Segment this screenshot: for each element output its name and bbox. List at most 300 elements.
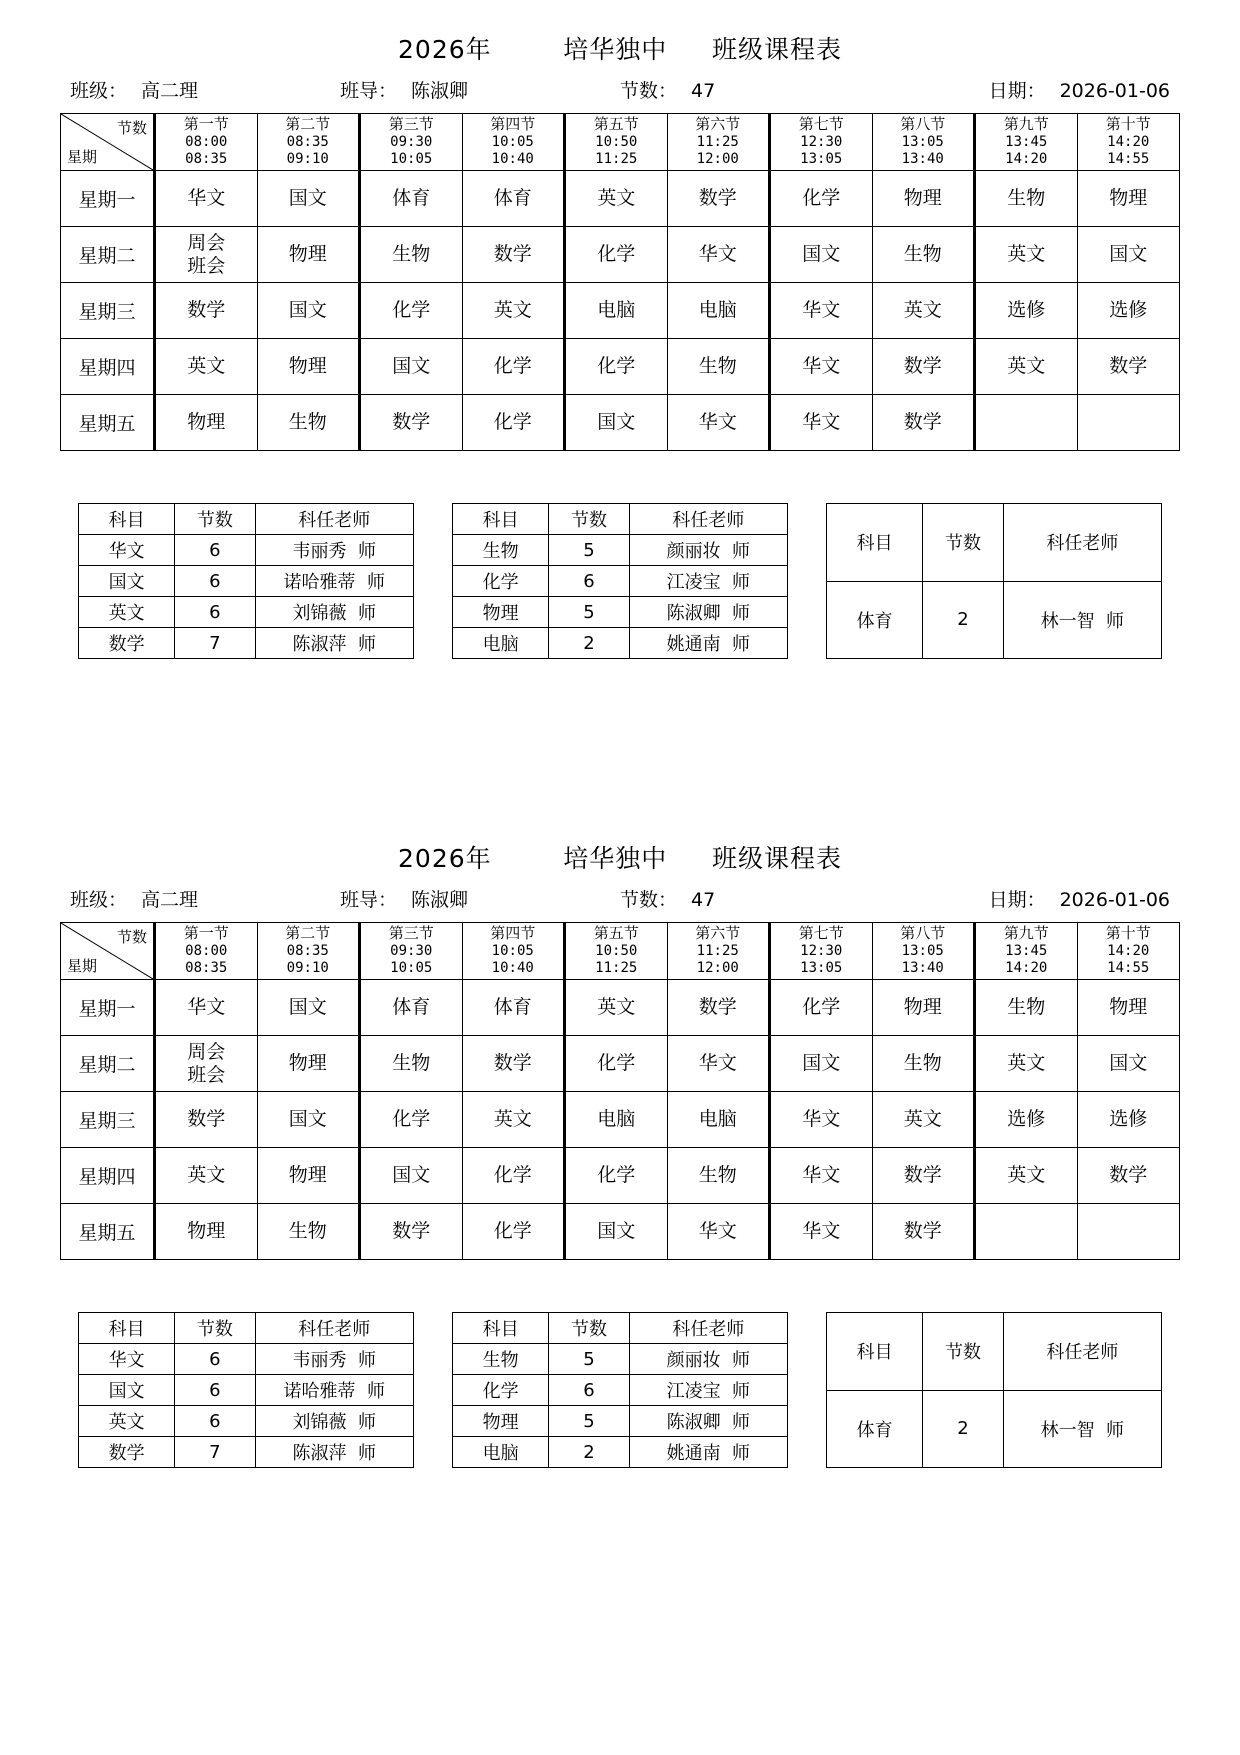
summary-teacher: 陈淑萍 师 xyxy=(255,628,413,659)
table-row xyxy=(79,566,414,597)
lesson-cell: 化学 xyxy=(565,227,668,283)
lesson-cell xyxy=(1077,395,1180,451)
period-start: 08:00 xyxy=(185,133,228,150)
lesson-cell: 电脑 xyxy=(565,1092,668,1148)
lesson-cell: 化学 xyxy=(565,1148,668,1204)
summary-count: 6 xyxy=(175,535,255,566)
summary-count: 6 xyxy=(175,597,255,628)
period-end: 08:35 xyxy=(185,960,228,977)
summary-teacher: 林一智 师 xyxy=(1003,581,1161,659)
lesson-cell: 数学 xyxy=(872,1204,975,1260)
lesson-cell: 国文 xyxy=(770,227,873,283)
lesson-cell: 华文 xyxy=(770,1204,873,1260)
summary-subject: 华文 xyxy=(79,1344,175,1375)
period-name: 第二节 xyxy=(285,924,331,943)
meta-date-1 xyxy=(890,76,1170,103)
day-label: 星期三 xyxy=(61,1092,155,1148)
lesson-cell: 化学 xyxy=(360,1092,463,1148)
timetable-header-row xyxy=(61,114,1180,171)
table-row xyxy=(61,980,1180,1036)
period-end: 14:55 xyxy=(1107,960,1150,977)
timetable-body-1 xyxy=(61,171,1180,451)
summary-table-3 xyxy=(826,503,1162,659)
table-row xyxy=(79,1344,414,1375)
lesson-cell: 数学 xyxy=(1077,339,1180,395)
lesson-cell: 英文 xyxy=(872,283,975,339)
summary-header-subject: 科目 xyxy=(79,1313,175,1344)
summary-subject: 生物 xyxy=(453,1344,549,1375)
table-row xyxy=(61,1092,1180,1148)
meta-class-value: 高二理 xyxy=(141,889,199,911)
period-name: 第三节 xyxy=(388,115,434,134)
timetable-grid-2 xyxy=(60,922,1180,1260)
table-row xyxy=(61,1204,1180,1260)
meta-class-value: 高二理 xyxy=(141,80,199,102)
lesson-cell: 生物 xyxy=(257,395,360,451)
period-end: 13:05 xyxy=(800,960,843,977)
lesson-cell: 电脑 xyxy=(667,1092,770,1148)
lesson-cell: 物理 xyxy=(872,980,975,1036)
timetable-body-2 xyxy=(61,980,1180,1260)
timetable-sheet-1 xyxy=(60,0,1180,659)
lesson-cell: 选修 xyxy=(1077,1092,1180,1148)
day-label: 星期五 xyxy=(61,1204,155,1260)
table-row xyxy=(79,628,414,659)
page-title-1: 2026年 培华独中 班级课程表 xyxy=(398,35,842,64)
meta-periods-1 xyxy=(620,76,890,103)
subject-summary-2 xyxy=(60,1260,1180,1468)
summary-count: 5 xyxy=(549,597,629,628)
table-row xyxy=(61,1148,1180,1204)
period-end: 08:35 xyxy=(185,151,228,168)
lesson-cell: 数学 xyxy=(155,283,258,339)
period-header-8 xyxy=(872,114,975,171)
summary-header-teacher: 科任老师 xyxy=(1003,1313,1161,1391)
summary-count: 7 xyxy=(175,1437,255,1468)
period-header-4 xyxy=(462,114,565,171)
summary-subject: 数学 xyxy=(79,628,175,659)
lesson-cell: 数学 xyxy=(872,339,975,395)
period-start: 10:05 xyxy=(491,942,534,959)
lesson-cell: 生物 xyxy=(667,1148,770,1204)
table-row xyxy=(453,566,788,597)
summary-teacher: 江凌宝 师 xyxy=(629,1375,787,1406)
lesson-cell: 华文 xyxy=(155,171,258,227)
summary-header-teacher: 科任老师 xyxy=(1003,504,1161,582)
meta-class-1 xyxy=(70,76,340,103)
period-start: 10:50 xyxy=(595,133,638,150)
period-header-3 xyxy=(360,114,463,171)
period-header-9 xyxy=(975,114,1078,171)
lesson-cell: 物理 xyxy=(257,339,360,395)
period-name: 第九节 xyxy=(1003,924,1049,943)
corner-label-top: 节数 xyxy=(116,928,147,946)
period-header-7 xyxy=(770,114,873,171)
table-row xyxy=(453,628,788,659)
summary-header-count: 节数 xyxy=(923,1313,1003,1391)
meta-teacher-label: 班导： xyxy=(340,889,398,911)
summary-header-count: 节数 xyxy=(175,1313,255,1344)
lesson-cell: 国文 xyxy=(360,1148,463,1204)
table-row xyxy=(61,171,1180,227)
summary-header-count: 节数 xyxy=(549,504,629,535)
period-start: 09:30 xyxy=(390,133,433,150)
lesson-cell: 国文 xyxy=(360,339,463,395)
lesson-cell: 英文 xyxy=(565,171,668,227)
period-start: 13:05 xyxy=(901,133,944,150)
summary-subject: 化学 xyxy=(453,1375,549,1406)
period-end: 14:20 xyxy=(1005,151,1048,168)
summary-teacher: 诺哈雅蒂 师 xyxy=(255,1375,413,1406)
summary-teacher: 颜丽妆 师 xyxy=(629,1344,787,1375)
lesson-cell: 英文 xyxy=(975,1036,1078,1092)
summary-header-subject: 科目 xyxy=(79,504,175,535)
lesson-cell: 化学 xyxy=(462,339,565,395)
lesson-cell: 英文 xyxy=(975,227,1078,283)
table-row xyxy=(61,339,1180,395)
table-row xyxy=(79,1313,414,1344)
summary-subject: 国文 xyxy=(79,566,175,597)
summary-header-teacher: 科任老师 xyxy=(629,504,787,535)
period-header-2 xyxy=(257,923,360,980)
lesson-cell: 化学 xyxy=(770,171,873,227)
summary-teacher: 陈淑卿 师 xyxy=(629,1406,787,1437)
period-header-6 xyxy=(667,114,770,171)
lesson-cell: 化学 xyxy=(360,283,463,339)
period-header-10 xyxy=(1077,114,1180,171)
lesson-cell: 电脑 xyxy=(667,283,770,339)
day-label: 星期二 xyxy=(61,1036,155,1092)
lesson-cell: 数学 xyxy=(462,1036,565,1092)
lesson-cell: 生物 xyxy=(257,1204,360,1260)
lesson-cell: 生物 xyxy=(360,1036,463,1092)
period-name: 第四节 xyxy=(490,924,536,943)
period-header-1 xyxy=(155,114,258,171)
lesson-cell: 选修 xyxy=(975,1092,1078,1148)
lesson-cell: 华文 xyxy=(667,227,770,283)
summary-subject: 物理 xyxy=(453,597,549,628)
meta-periods-label: 节数： xyxy=(620,80,678,102)
lesson-cell: 华文 xyxy=(770,283,873,339)
summary-teacher: 韦丽秀 师 xyxy=(255,1344,413,1375)
period-start: 08:35 xyxy=(286,942,329,959)
period-name: 第一节 xyxy=(183,115,229,134)
period-end: 12:00 xyxy=(696,151,739,168)
lesson-cell: 物理 xyxy=(257,1148,360,1204)
meta-teacher-value: 陈淑卿 xyxy=(411,889,469,911)
lesson-cell: 电脑 xyxy=(565,283,668,339)
lesson-cell: 体育 xyxy=(360,171,463,227)
summary-header-subject: 科目 xyxy=(827,504,923,582)
period-header-1 xyxy=(155,923,258,980)
table-row xyxy=(827,1390,1162,1468)
lesson-cell: 英文 xyxy=(565,980,668,1036)
period-header-5 xyxy=(565,114,668,171)
lesson-cell: 国文 xyxy=(565,395,668,451)
table-row xyxy=(453,1437,788,1468)
lesson-cell: 化学 xyxy=(565,339,668,395)
period-name: 第七节 xyxy=(798,115,844,134)
meta-date-label: 日期： xyxy=(988,80,1046,102)
summary-subject: 化学 xyxy=(453,566,549,597)
summary-teacher: 颜丽妆 师 xyxy=(629,535,787,566)
period-name: 第八节 xyxy=(900,924,946,943)
summary-count: 6 xyxy=(175,1344,255,1375)
summary-subject: 电脑 xyxy=(453,1437,549,1468)
lesson-line-2: 班会 xyxy=(187,1063,226,1086)
lesson-cell: 华文 xyxy=(770,1148,873,1204)
period-header-5 xyxy=(565,923,668,980)
period-start: 13:45 xyxy=(1005,942,1048,959)
period-header-8 xyxy=(872,923,975,980)
meta-periods-2 xyxy=(620,885,890,912)
lesson-cell: 生物 xyxy=(975,980,1078,1036)
summary-count: 2 xyxy=(923,1390,1003,1468)
meta-date-2 xyxy=(890,885,1170,912)
table-row xyxy=(79,504,414,535)
meta-periods-value: 47 xyxy=(691,889,716,911)
period-start: 14:20 xyxy=(1107,133,1150,150)
lesson-cell xyxy=(1077,1204,1180,1260)
day-label: 星期一 xyxy=(61,980,155,1036)
lesson-cell: 选修 xyxy=(975,283,1078,339)
summary-teacher: 刘锦薇 师 xyxy=(255,1406,413,1437)
lesson-cell: 化学 xyxy=(462,1204,565,1260)
period-start: 13:05 xyxy=(901,942,944,959)
period-name: 第一节 xyxy=(183,924,229,943)
summary-header-count: 节数 xyxy=(175,504,255,535)
period-end: 13:40 xyxy=(901,960,944,977)
lesson-cell: 体育 xyxy=(462,980,565,1036)
summary-header-teacher: 科任老师 xyxy=(629,1313,787,1344)
summary-teacher: 林一智 师 xyxy=(1003,1390,1161,1468)
meta-teacher-value: 陈淑卿 xyxy=(411,80,469,102)
table-row xyxy=(453,1313,788,1344)
lesson-cell: 英文 xyxy=(155,1148,258,1204)
meta-teacher-1 xyxy=(340,76,620,103)
lesson-cell: 数学 xyxy=(872,395,975,451)
summary-header-count: 节数 xyxy=(923,504,1003,582)
lesson-line-1: 周会 xyxy=(187,231,226,254)
table-row xyxy=(79,535,414,566)
summary-table-1 xyxy=(78,1312,414,1468)
period-start: 10:50 xyxy=(595,942,638,959)
meta-date-value: 2026-01-06 xyxy=(1059,80,1170,102)
lesson-cell: 体育 xyxy=(462,171,565,227)
period-name: 第四节 xyxy=(490,115,536,134)
period-end: 12:00 xyxy=(696,960,739,977)
table-row xyxy=(453,504,788,535)
period-start: 11:25 xyxy=(696,942,739,959)
summary-subject: 生物 xyxy=(453,535,549,566)
meta-class-2 xyxy=(70,885,340,912)
period-start: 11:25 xyxy=(696,133,739,150)
table-row xyxy=(827,1313,1162,1391)
lesson-cell: 数学 xyxy=(667,980,770,1036)
table-row xyxy=(79,1437,414,1468)
period-header-10 xyxy=(1077,923,1180,980)
lesson-cell: 物理 xyxy=(155,1204,258,1260)
lesson-cell: 数学 xyxy=(360,395,463,451)
summary-teacher: 陈淑卿 师 xyxy=(629,597,787,628)
lesson-cell-multiline xyxy=(155,227,258,283)
summary-teacher: 韦丽秀 师 xyxy=(255,535,413,566)
summary-count: 6 xyxy=(175,1406,255,1437)
corner-label-top: 节数 xyxy=(116,119,147,137)
lesson-cell: 国文 xyxy=(257,1092,360,1148)
table-row xyxy=(827,504,1162,582)
meta-class-label: 班级： xyxy=(70,889,128,911)
day-label: 星期三 xyxy=(61,283,155,339)
period-start: 10:05 xyxy=(491,133,534,150)
summary-count: 2 xyxy=(923,581,1003,659)
lesson-cell: 生物 xyxy=(975,171,1078,227)
lesson-cell: 国文 xyxy=(257,283,360,339)
lesson-cell: 物理 xyxy=(1077,171,1180,227)
day-label: 星期五 xyxy=(61,395,155,451)
summary-subject: 英文 xyxy=(79,1406,175,1437)
lesson-cell: 华文 xyxy=(667,1204,770,1260)
day-label: 星期二 xyxy=(61,227,155,283)
lesson-cell: 物理 xyxy=(155,395,258,451)
summary-table-1 xyxy=(78,503,414,659)
period-start: 08:35 xyxy=(286,133,329,150)
lesson-cell: 数学 xyxy=(462,227,565,283)
period-start: 08:00 xyxy=(185,942,228,959)
lesson-cell: 华文 xyxy=(667,395,770,451)
lesson-cell: 华文 xyxy=(770,395,873,451)
period-name: 第五节 xyxy=(593,924,639,943)
lesson-cell: 数学 xyxy=(1077,1148,1180,1204)
day-label: 星期四 xyxy=(61,1148,155,1204)
summary-header-subject: 科目 xyxy=(827,1313,923,1391)
period-end: 13:05 xyxy=(800,151,843,168)
period-header-3 xyxy=(360,923,463,980)
summary-count: 2 xyxy=(549,1437,629,1468)
lesson-cell: 国文 xyxy=(565,1204,668,1260)
period-name: 第六节 xyxy=(695,924,741,943)
lesson-cell: 英文 xyxy=(975,339,1078,395)
summary-teacher: 诺哈雅蒂 师 xyxy=(255,566,413,597)
period-header-9 xyxy=(975,923,1078,980)
lesson-cell: 英文 xyxy=(872,1092,975,1148)
table-row xyxy=(61,395,1180,451)
summary-header-teacher: 科任老师 xyxy=(255,504,413,535)
summary-count: 2 xyxy=(549,628,629,659)
lesson-cell: 生物 xyxy=(872,227,975,283)
lesson-cell: 化学 xyxy=(462,1148,565,1204)
summary-subject: 电脑 xyxy=(453,628,549,659)
lesson-cell: 英文 xyxy=(155,339,258,395)
meta-date-value: 2026-01-06 xyxy=(1059,889,1170,911)
period-end: 11:25 xyxy=(595,960,638,977)
lesson-line-1: 周会 xyxy=(187,1040,226,1063)
summary-count: 6 xyxy=(549,1375,629,1406)
summary-subject: 体育 xyxy=(827,1390,923,1468)
summary-count: 6 xyxy=(175,566,255,597)
period-start: 13:45 xyxy=(1005,133,1048,150)
summary-header-subject: 科目 xyxy=(453,1313,549,1344)
period-end: 09:10 xyxy=(286,960,329,977)
summary-teacher: 刘锦薇 师 xyxy=(255,597,413,628)
lesson-cell: 数学 xyxy=(667,171,770,227)
period-name: 第五节 xyxy=(593,115,639,134)
lesson-cell: 生物 xyxy=(667,339,770,395)
summary-header-subject: 科目 xyxy=(453,504,549,535)
period-end: 09:10 xyxy=(286,151,329,168)
lesson-cell: 体育 xyxy=(360,980,463,1036)
lesson-cell: 物理 xyxy=(1077,980,1180,1036)
lesson-cell: 数学 xyxy=(360,1204,463,1260)
lesson-cell: 选修 xyxy=(1077,283,1180,339)
period-header-7 xyxy=(770,923,873,980)
meta-class-label: 班级： xyxy=(70,80,128,102)
period-name: 第七节 xyxy=(798,924,844,943)
lesson-cell xyxy=(975,1204,1078,1260)
table-row xyxy=(61,227,1180,283)
summary-header-count: 节数 xyxy=(549,1313,629,1344)
summary-subject: 物理 xyxy=(453,1406,549,1437)
meta-teacher-2 xyxy=(340,885,620,912)
lesson-cell: 化学 xyxy=(770,980,873,1036)
lesson-cell: 华文 xyxy=(770,1092,873,1148)
summary-subject: 华文 xyxy=(79,535,175,566)
lesson-cell: 化学 xyxy=(565,1036,668,1092)
summary-teacher: 江凌宝 师 xyxy=(629,566,787,597)
period-name: 第十节 xyxy=(1105,115,1151,134)
period-start: 09:30 xyxy=(390,942,433,959)
lesson-cell: 国文 xyxy=(257,980,360,1036)
summary-count: 5 xyxy=(549,535,629,566)
lesson-cell: 物理 xyxy=(257,227,360,283)
period-end: 14:55 xyxy=(1107,151,1150,168)
summary-count: 6 xyxy=(549,566,629,597)
lesson-cell: 数学 xyxy=(155,1092,258,1148)
lesson-cell: 英文 xyxy=(975,1148,1078,1204)
lesson-cell: 英文 xyxy=(462,1092,565,1148)
lesson-cell: 物理 xyxy=(872,171,975,227)
summary-count: 6 xyxy=(175,1375,255,1406)
meta-periods-value: 47 xyxy=(691,80,716,102)
lesson-cell: 华文 xyxy=(155,980,258,1036)
table-row xyxy=(61,1036,1180,1092)
page-title-2: 2026年 培华独中 班级课程表 xyxy=(398,844,842,873)
page-spacer xyxy=(60,659,1180,809)
period-start: 14:20 xyxy=(1107,942,1150,959)
lesson-cell-multiline xyxy=(155,1036,258,1092)
lesson-cell: 化学 xyxy=(462,395,565,451)
meta-row-1 xyxy=(60,72,1180,113)
period-name: 第十节 xyxy=(1105,924,1151,943)
summary-table-3 xyxy=(826,1312,1162,1468)
period-name: 第八节 xyxy=(900,115,946,134)
table-row xyxy=(79,1375,414,1406)
meta-date-label: 日期： xyxy=(988,889,1046,911)
period-start: 12:30 xyxy=(800,942,843,959)
period-name: 第九节 xyxy=(1003,115,1049,134)
lesson-cell: 国文 xyxy=(1077,1036,1180,1092)
corner-label-bottom: 星期 xyxy=(67,957,98,975)
summary-subject: 体育 xyxy=(827,581,923,659)
period-name: 第六节 xyxy=(695,115,741,134)
period-end: 10:05 xyxy=(390,151,433,168)
day-label: 星期四 xyxy=(61,339,155,395)
lesson-cell: 华文 xyxy=(667,1036,770,1092)
period-name: 第二节 xyxy=(285,115,331,134)
summary-count: 5 xyxy=(549,1344,629,1375)
meta-periods-label: 节数： xyxy=(620,889,678,911)
period-header-2 xyxy=(257,114,360,171)
